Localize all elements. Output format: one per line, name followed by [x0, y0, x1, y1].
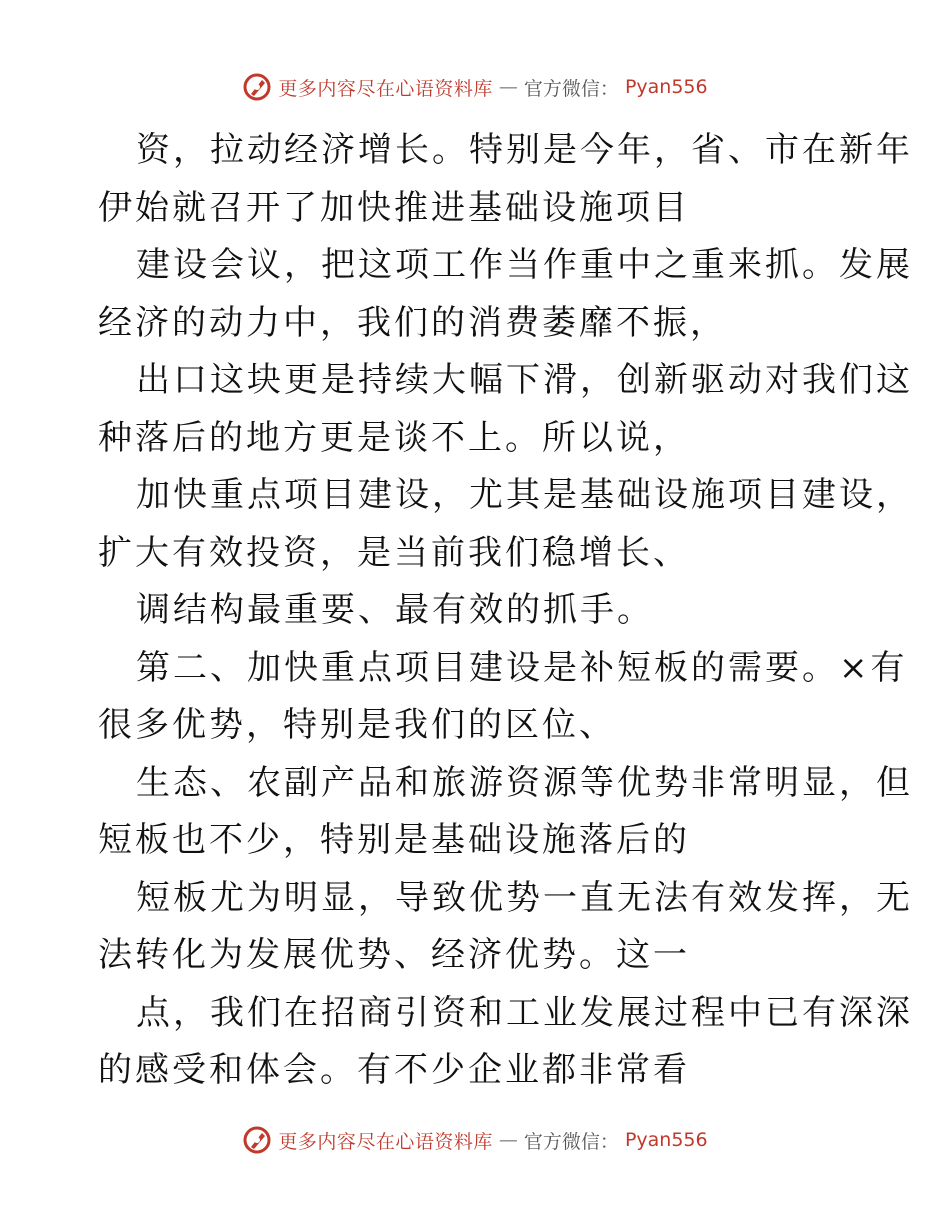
header-watermark: [0, 72, 950, 102]
text-line: 很多优势，特别是我们的区位、: [98, 705, 616, 745]
text-line: 的感受和体会。有不少企业都非常看: [98, 1050, 690, 1090]
pen-logo-icon: [242, 1125, 272, 1155]
pen-logo-icon: [242, 72, 272, 102]
text-line: 经济的动力中，我们的消费萎靡不振，: [98, 302, 727, 343]
document-body: [98, 122, 913, 1100]
text-line: 种落后的地方更是谈不上。所以说，: [98, 417, 690, 458]
text-line: 短板也不少，特别是基础设施落后的: [98, 820, 690, 860]
text-line: 建设会议，把这项工作当作重中之重来抓。发展: [136, 245, 913, 285]
watermark-label: 官方微信：: [523, 1130, 619, 1153]
text-line: 出口这块更是持续大幅下滑，创新驱动对我们这: [136, 360, 913, 400]
watermark-id: Pyan556: [624, 1129, 708, 1151]
text-line: 调结构最重要、最有效的抓手。: [136, 590, 654, 630]
text-line: 扩大有效投资，是当前我们稳增长、: [98, 532, 690, 573]
text-line: 生态、农副产品和旅游资源等优势非常明显，但: [136, 762, 913, 803]
watermark-id: Pyan556: [624, 76, 708, 98]
watermark-label: 官方微信：: [523, 77, 619, 100]
watermark-dash: —: [498, 1129, 518, 1151]
text-line: 伊始就召开了加快推进基础设施项目: [98, 187, 690, 228]
watermark-text: 更多内容尽在心语资料库: [278, 77, 493, 100]
text-line: 第二、加快重点项目建设是补短板的需要。×有: [136, 647, 908, 688]
text-line: 法转化为发展优势、经济优势。这一: [98, 935, 690, 975]
text-line: 加快重点项目建设，尤其是基础设施项目建设，: [136, 475, 913, 515]
watermark-dash: —: [498, 76, 518, 98]
footer-watermark: [0, 1125, 950, 1155]
watermark-text: 更多内容尽在心语资料库: [278, 1130, 493, 1153]
text-line: 资，拉动经济增长。特别是今年，省、市在新年: [136, 130, 913, 170]
text-line: 短板尤为明显，导致优势一直无法有效发挥，无: [136, 877, 913, 918]
text-line: 点，我们在招商引资和工业发展过程中已有深深: [136, 992, 913, 1033]
